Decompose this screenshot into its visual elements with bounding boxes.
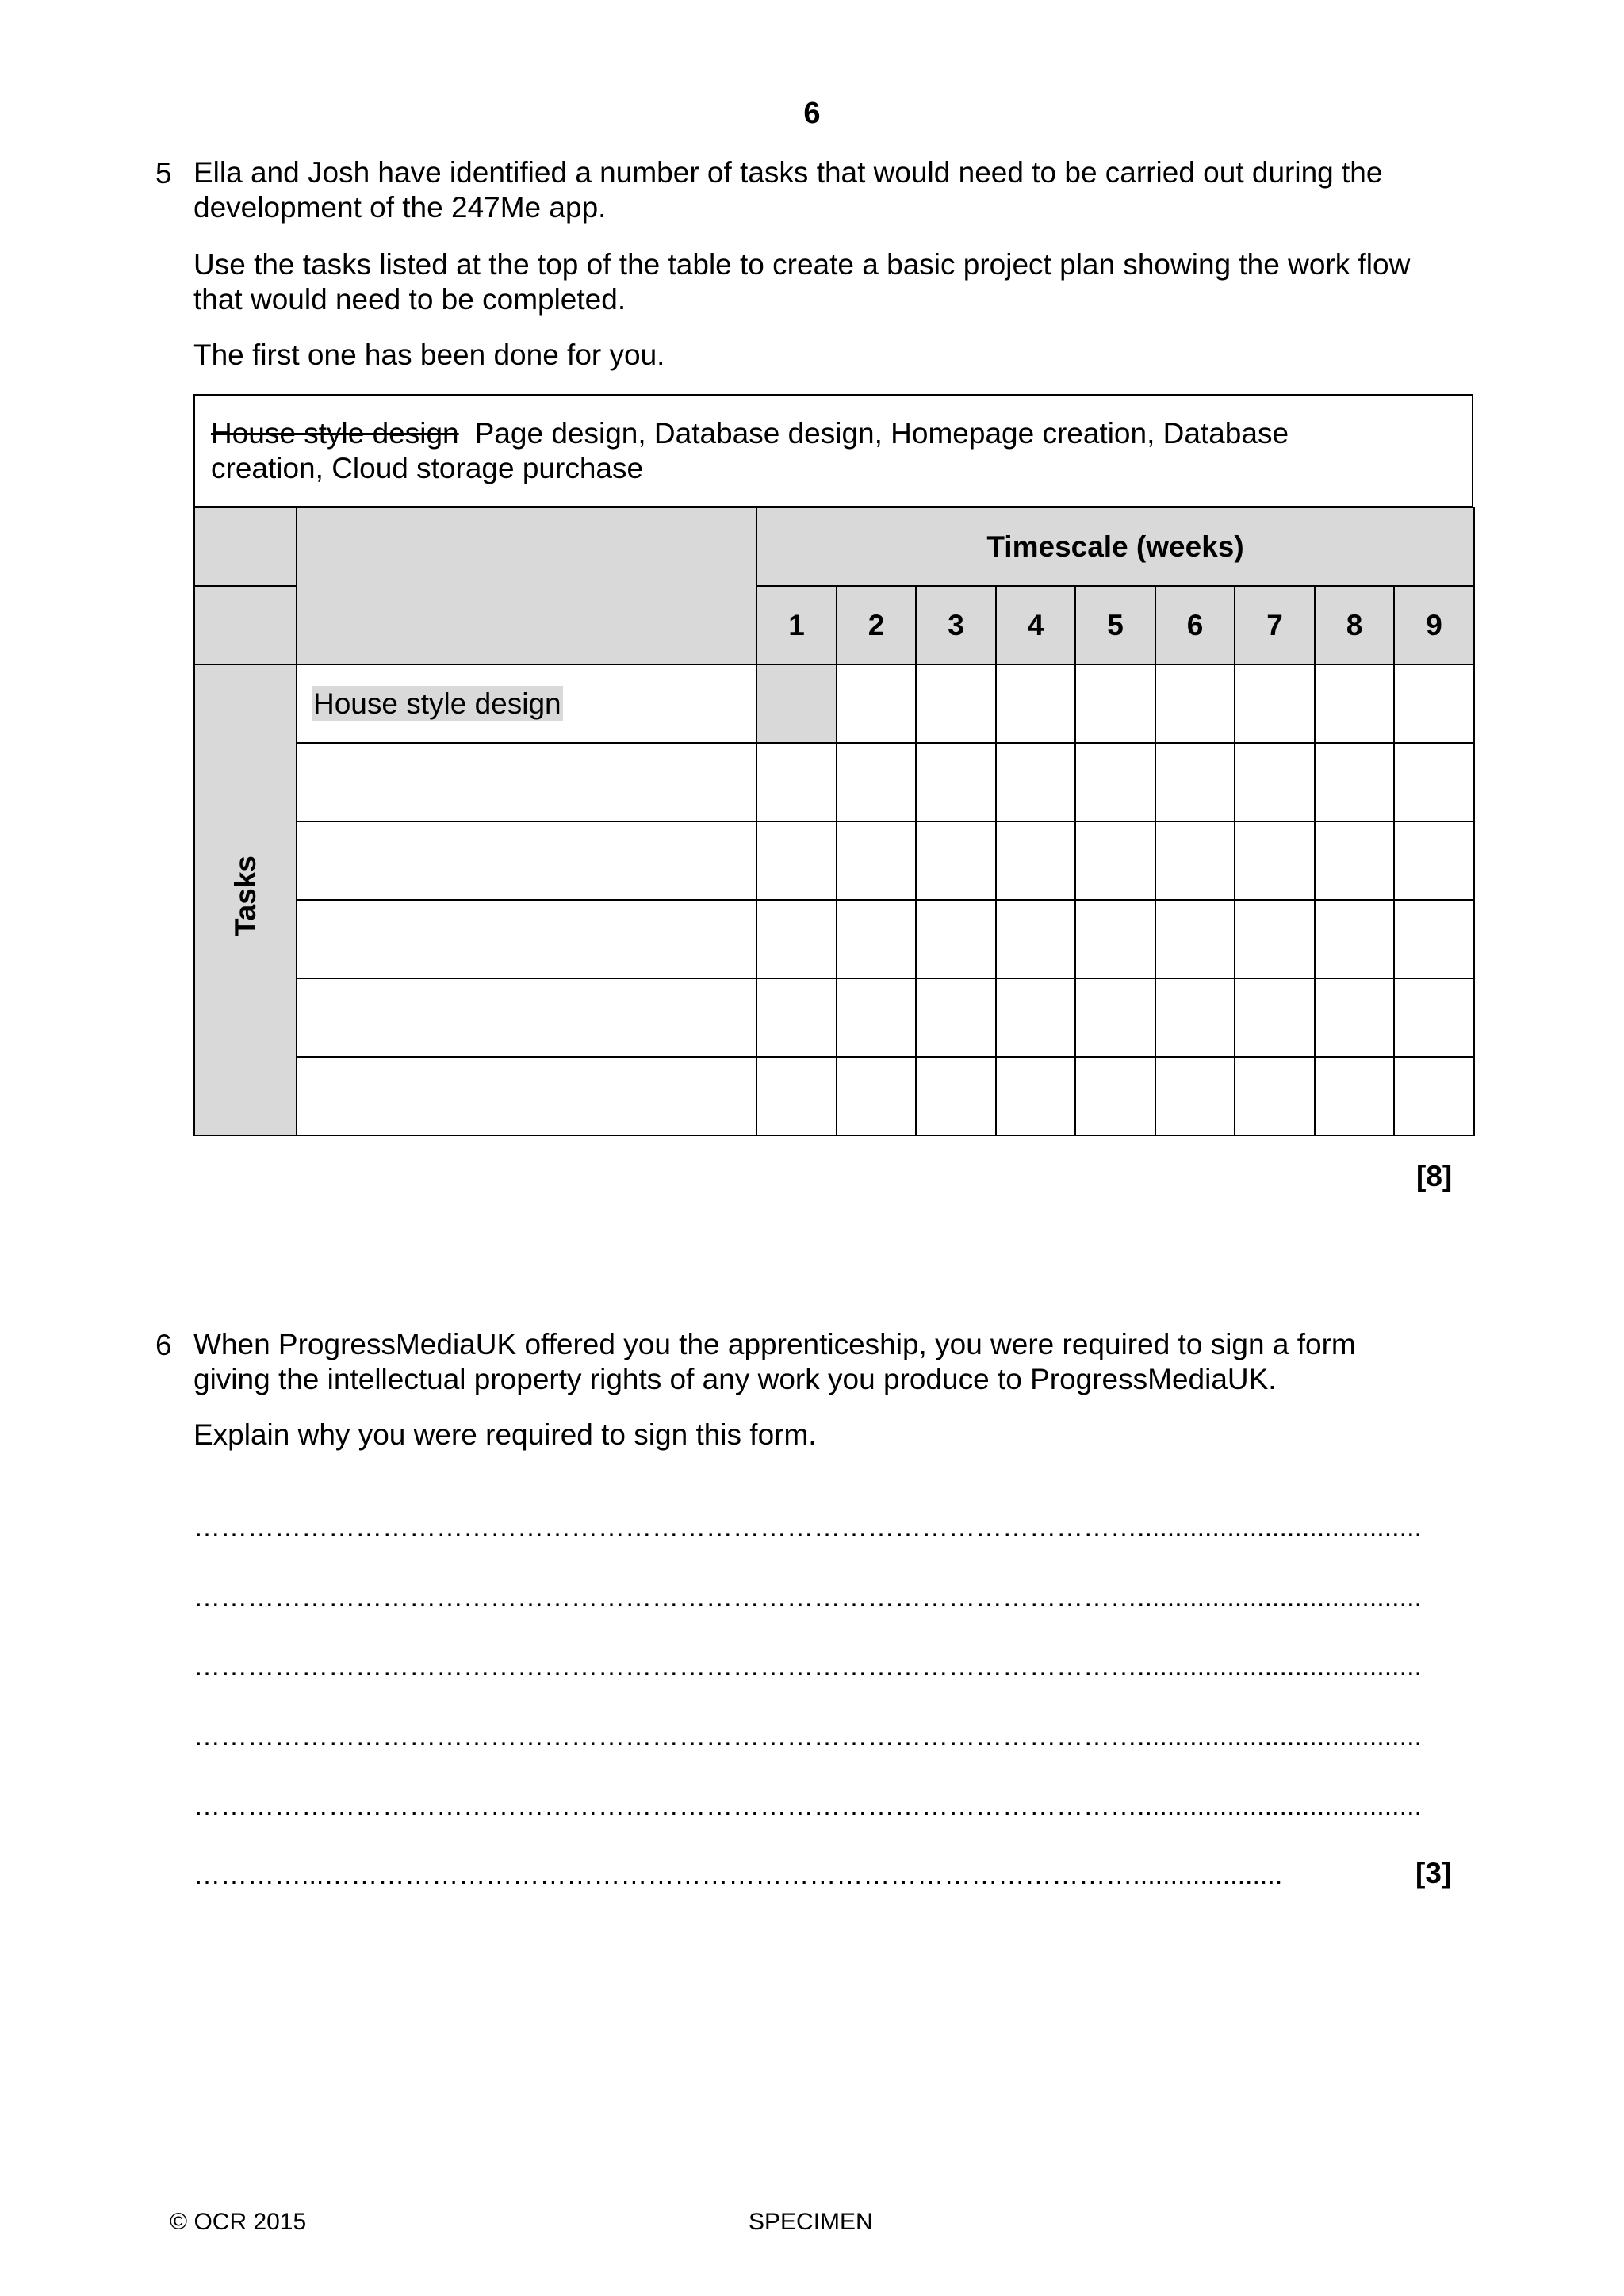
task-cell-6[interactable] bbox=[297, 1057, 756, 1135]
answer-line-1[interactable]: ……………………………………………………………………………………………...................................... bbox=[193, 1513, 1422, 1543]
week-cell[interactable] bbox=[1155, 821, 1235, 900]
question-number-6: 6 bbox=[155, 1329, 172, 1361]
week-cell[interactable] bbox=[1235, 1057, 1315, 1135]
week-cell[interactable] bbox=[996, 664, 1075, 743]
week-cell[interactable] bbox=[1394, 900, 1474, 978]
task-list-line-1: Page design, Database design, Homepage creation, Database bbox=[474, 417, 1289, 450]
timescale-header: Timescale (weeks) bbox=[756, 507, 1474, 586]
week-cell[interactable] bbox=[916, 743, 996, 821]
question-5-marks: [8] bbox=[1416, 1160, 1453, 1192]
task-cell-1[interactable] bbox=[297, 664, 756, 743]
question-5-text bbox=[193, 155, 1382, 225]
week-cell[interactable] bbox=[996, 743, 1075, 821]
week-cell[interactable] bbox=[1235, 743, 1315, 821]
week-6: 6 bbox=[1155, 586, 1235, 664]
week-cell[interactable] bbox=[1235, 821, 1315, 900]
task-cell-3[interactable] bbox=[297, 821, 756, 900]
week-cell[interactable] bbox=[1235, 978, 1315, 1057]
table-row bbox=[194, 743, 1474, 821]
week-cell[interactable] bbox=[916, 900, 996, 978]
table-row bbox=[194, 978, 1474, 1057]
week-9: 9 bbox=[1394, 586, 1474, 664]
table-row bbox=[194, 900, 1474, 978]
header-task-blank bbox=[297, 507, 756, 664]
question-number-5: 5 bbox=[155, 157, 172, 189]
week-cell[interactable] bbox=[837, 978, 916, 1057]
footer-copyright: © OCR 2015 bbox=[170, 2209, 307, 2235]
task-list-line-2: creation, Cloud storage purchase bbox=[211, 452, 644, 484]
table-row bbox=[194, 1057, 1474, 1135]
question-5-instruction bbox=[193, 247, 1410, 317]
page-number: 6 bbox=[803, 97, 821, 130]
week-cell[interactable] bbox=[916, 978, 996, 1057]
question-6-text bbox=[193, 1327, 1356, 1397]
week-cell[interactable] bbox=[1315, 743, 1394, 821]
week-cell[interactable] bbox=[1394, 1057, 1474, 1135]
week-3: 3 bbox=[916, 586, 996, 664]
week-cell[interactable] bbox=[837, 664, 916, 743]
question-6-line-2: giving the intellectual property rights of any work you produce to ProgressMediaUK. bbox=[193, 1363, 1277, 1395]
header-corner-bottom bbox=[194, 586, 297, 664]
week-cell[interactable] bbox=[1155, 900, 1235, 978]
week-cell[interactable] bbox=[756, 743, 837, 821]
question-6-prompt: Explain why you were required to sign this form. bbox=[193, 1418, 817, 1451]
table-row bbox=[194, 821, 1474, 900]
week-cell[interactable] bbox=[837, 821, 916, 900]
week-cell[interactable] bbox=[916, 664, 996, 743]
week-5: 5 bbox=[1075, 586, 1155, 664]
week-cell[interactable] bbox=[1075, 900, 1155, 978]
week-cell[interactable] bbox=[1315, 664, 1394, 743]
struck-task: House style design bbox=[211, 417, 459, 450]
week-cell[interactable] bbox=[996, 1057, 1075, 1135]
week-cell[interactable] bbox=[1075, 664, 1155, 743]
week-cell[interactable] bbox=[837, 1057, 916, 1135]
task-cell-2[interactable] bbox=[297, 743, 756, 821]
header-corner-top bbox=[194, 507, 297, 586]
week-cell[interactable] bbox=[1155, 978, 1235, 1057]
week-cell[interactable] bbox=[837, 900, 916, 978]
question-5-line-1: Ella and Josh have identified a number of tasks that would need to be carried out during the bbox=[193, 156, 1383, 189]
week-cell[interactable] bbox=[1075, 978, 1155, 1057]
answer-line-6[interactable]: …………...……………………………………………………………………………….................... bbox=[193, 1860, 1283, 1890]
question-5-line-2: development of the 247Me app. bbox=[193, 191, 607, 224]
week-cell[interactable] bbox=[756, 1057, 837, 1135]
week-8: 8 bbox=[1315, 586, 1394, 664]
task-cell-5[interactable] bbox=[297, 978, 756, 1057]
question-6-line-1: When ProgressMediaUK offered you the apprenticeship, you were required to sign a form bbox=[193, 1328, 1356, 1360]
week-4: 4 bbox=[996, 586, 1075, 664]
week-cell[interactable] bbox=[1155, 1057, 1235, 1135]
week-cell[interactable] bbox=[837, 743, 916, 821]
week-cell[interactable] bbox=[996, 978, 1075, 1057]
week-cell[interactable] bbox=[1075, 821, 1155, 900]
answer-line-5[interactable]: ……………………………………………………………………………………………...................................... bbox=[193, 1791, 1422, 1821]
week-cell[interactable] bbox=[1155, 664, 1235, 743]
week-7: 7 bbox=[1235, 586, 1315, 664]
week-cell[interactable] bbox=[1315, 821, 1394, 900]
question-5-note: The first one has been done for you. bbox=[193, 339, 665, 371]
week-cell[interactable] bbox=[1155, 743, 1235, 821]
week-cell[interactable] bbox=[1315, 978, 1394, 1057]
footer-specimen: SPECIMEN bbox=[749, 2209, 873, 2235]
question-5-instruction-line-1: Use the tasks listed at the top of the table to create a basic project plan showing the work flow bbox=[193, 248, 1411, 281]
week-2: 2 bbox=[837, 586, 916, 664]
week-cell[interactable] bbox=[1315, 1057, 1394, 1135]
question-6-marks: [3] bbox=[1415, 1857, 1452, 1889]
tasks-side-label-cell bbox=[194, 664, 297, 1135]
question-5-instruction-line-2: that would need to be completed. bbox=[193, 283, 626, 316]
week-cell[interactable] bbox=[1315, 900, 1394, 978]
project-plan-table bbox=[193, 507, 1475, 1136]
table-row bbox=[194, 664, 1474, 743]
task-list-box bbox=[193, 394, 1473, 507]
answer-line-4[interactable]: ……………………………………………………………………………………………...................................... bbox=[193, 1721, 1422, 1751]
week-cell[interactable] bbox=[1394, 664, 1474, 743]
week-cell[interactable] bbox=[1075, 1057, 1155, 1135]
week-cell[interactable] bbox=[756, 900, 837, 978]
week-cell[interactable] bbox=[996, 900, 1075, 978]
week-1: 1 bbox=[756, 586, 837, 664]
week-cell[interactable] bbox=[756, 978, 837, 1057]
tasks-side-label: Tasks bbox=[228, 855, 262, 937]
week-cell[interactable] bbox=[1394, 821, 1474, 900]
answer-line-3[interactable]: ……………………………………………………………………………………………...................................... bbox=[193, 1651, 1422, 1682]
week-cell[interactable] bbox=[1235, 900, 1315, 978]
week-cell[interactable] bbox=[916, 821, 996, 900]
week-cell[interactable] bbox=[916, 1057, 996, 1135]
week-cell[interactable] bbox=[756, 664, 837, 743]
week-cell[interactable] bbox=[756, 821, 837, 900]
answer-line-2[interactable]: ……………………………………………………………………………………………...................................... bbox=[193, 1582, 1422, 1613]
week-cell[interactable] bbox=[1394, 978, 1474, 1057]
week-cell[interactable] bbox=[996, 821, 1075, 900]
week-cell[interactable] bbox=[1394, 743, 1474, 821]
week-cell[interactable] bbox=[1075, 743, 1155, 821]
week-cell[interactable] bbox=[1235, 664, 1315, 743]
task-name: House style design bbox=[313, 687, 561, 720]
task-cell-4[interactable] bbox=[297, 900, 756, 978]
